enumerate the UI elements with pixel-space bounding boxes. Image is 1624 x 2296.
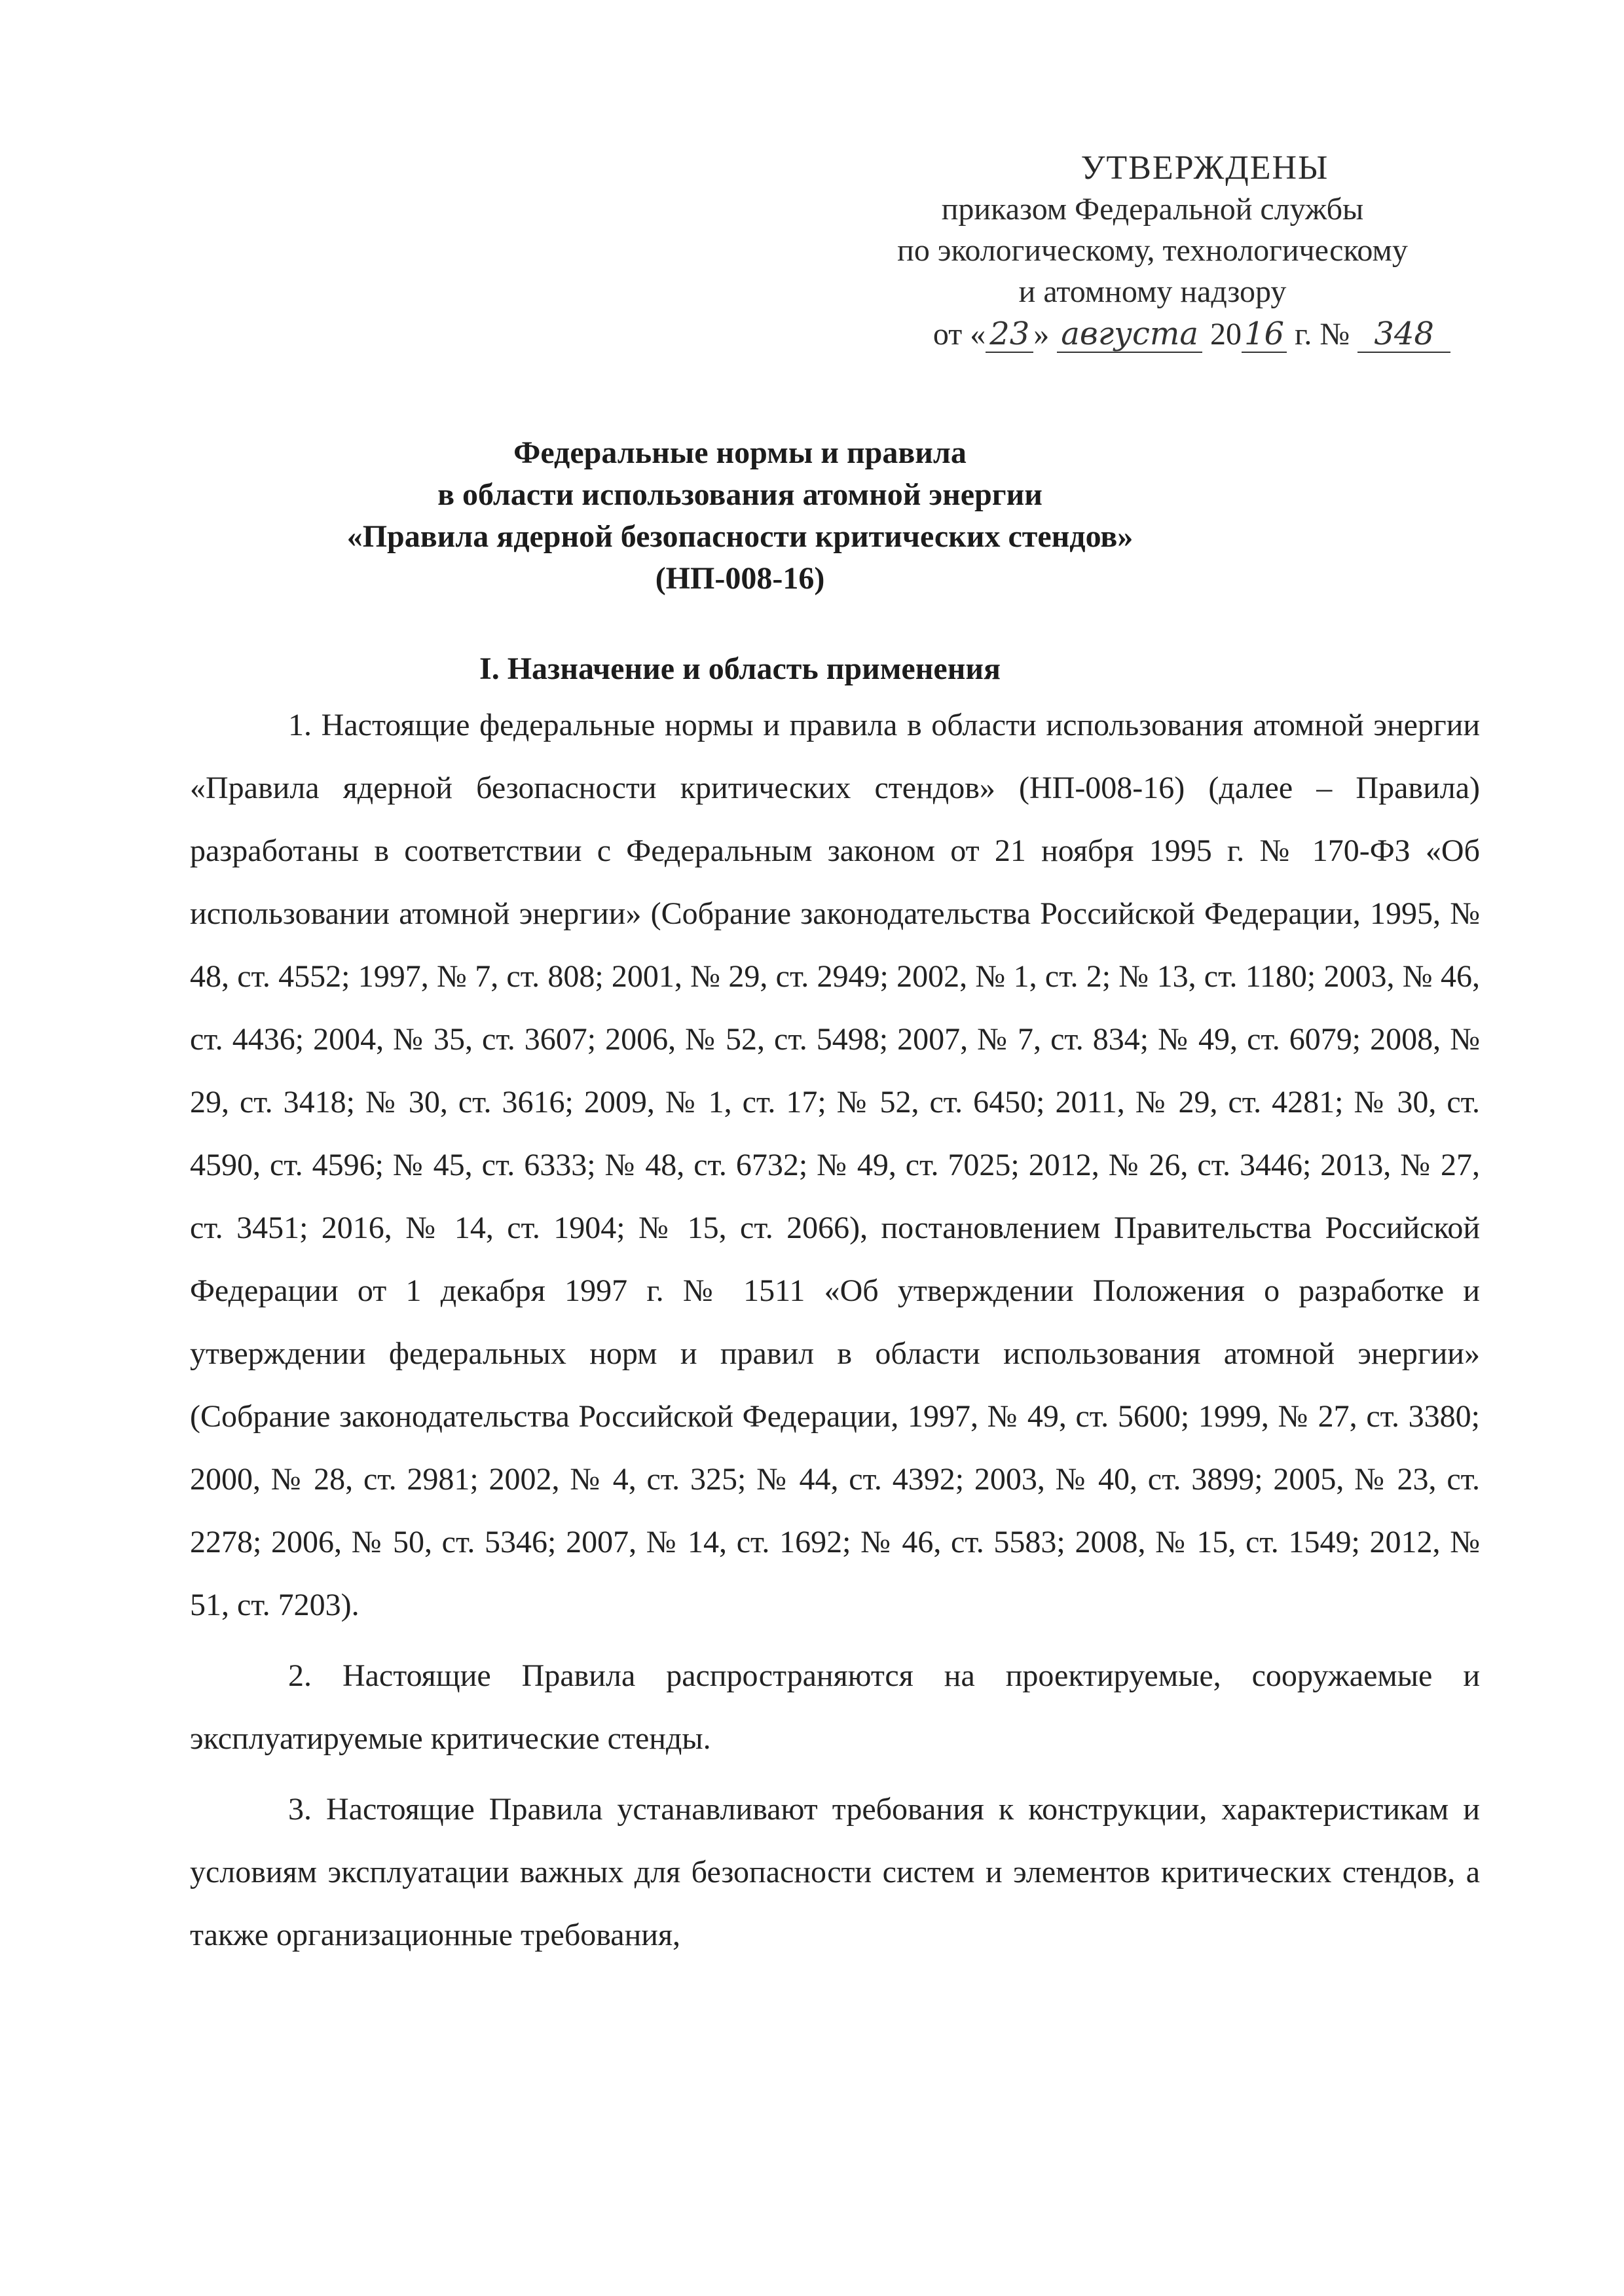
handwritten-day: 23 (986, 316, 1033, 353)
heading-line-1: Федеральные нормы и правила (513, 435, 967, 470)
handwritten-month: августа (1057, 316, 1202, 353)
section-title: I. Назначение и область применения (479, 651, 1001, 686)
paragraph-2: 2. Настоящие Правила распространяются на проектируемые, сооружаемые и эксплуатируемые критические стенды. (190, 1658, 1480, 1756)
number-prefix: г. № (1295, 317, 1350, 352)
heading-line-2: в области использования атомной энергии (437, 477, 1043, 512)
year-prefix: 20 (1209, 317, 1242, 352)
date-mid: » (1033, 317, 1050, 352)
date-prefix: от « (932, 317, 986, 352)
paragraph-1: 1. Настоящие федеральные нормы и правила в области использования атомной энергии «Правила ядерной безопасности критических стендов» (НП-008-16) (далее – Правила) разработаны в соответствии с Федеральным законом от 21 ноября 1995 г. № 170-ФЗ «Об использовании атомной энергии» (Собрание законодательства Российской Федерации, 1995, № 48, ст. 4552; 1997, № 7, ст. 808; 2001, № 29, ст. 2949; 2002, № 1, ст. 2; № 13, ст. 1180; 2003, № 46, ст. 4436; 2004, № 35, ст. 3607; 2006, № 52, ст. 5498; 2007, № 7, ст. 834; № 49, ст. 6079; 2008, № 29, ст. 3418; № 30, ст. 3616; 2009, № 1, ст. 17; № 52, ст. 6450; 2011, № 29, ст. 4281; № 30, ст. 4590, ст. 4596; № 45, ст. 6333; № 48, ст. 6732; № 49, ст. 7025; 2012, № 26, ст. 3446; 2013, № 27, ст. 3451; 2016, № 14, ст. 1904; № 15, ст. 2066), постановлением Правительства Российской Федерации от 1 декабря 1997 г. № 1511 «Об утверждении Положения о разработке и утверждении федеральных норм и правил в области использования атомной энергии» (Собрание законодательства Российской Федерации, 1997, № 49, ст. 5600; 1999, № 27, ст. 3380; 2000, № 28, ст. 2981; 2002, № 4, ст. 325; № 44, ст. 4392; 2003, № 40, ст. 3899; 2005, № 23, ст. 2278; 2006, № 50, ст. 5346; 2007, № 14, ст. 1692; № 46, ст. 5583; 2008, № 15, ст. 1549; 2012, № 51, ст. 7203). (190, 708, 1480, 1622)
heading-line-3: «Правила ядерной безопасности критических стендов» (346, 519, 1134, 554)
approval-title: УТВЕРЖДЕНЫ (1080, 149, 1329, 187)
heading-line-4: (НП-008-16) (655, 561, 825, 596)
approval-date-line (786, 314, 1519, 355)
document-heading (190, 432, 1290, 600)
approval-line-2: по экологическому, технологическому (897, 233, 1408, 268)
approval-line-1: приказом Федеральной службы (941, 192, 1364, 227)
handwritten-order-number: 348 (1357, 316, 1450, 353)
paragraph-3: 3. Настоящие Правила устанавливают требования к конструкции, характеристикам и условиям эксплуатации важных для безопасности систем и элементов критических стендов, а также организационные требования, (190, 1792, 1480, 1952)
approval-line-3: и атомному надзору (1018, 274, 1287, 309)
approval-stamp (786, 147, 1519, 355)
handwritten-year: 16 (1242, 316, 1287, 353)
document-body (190, 694, 1480, 1975)
